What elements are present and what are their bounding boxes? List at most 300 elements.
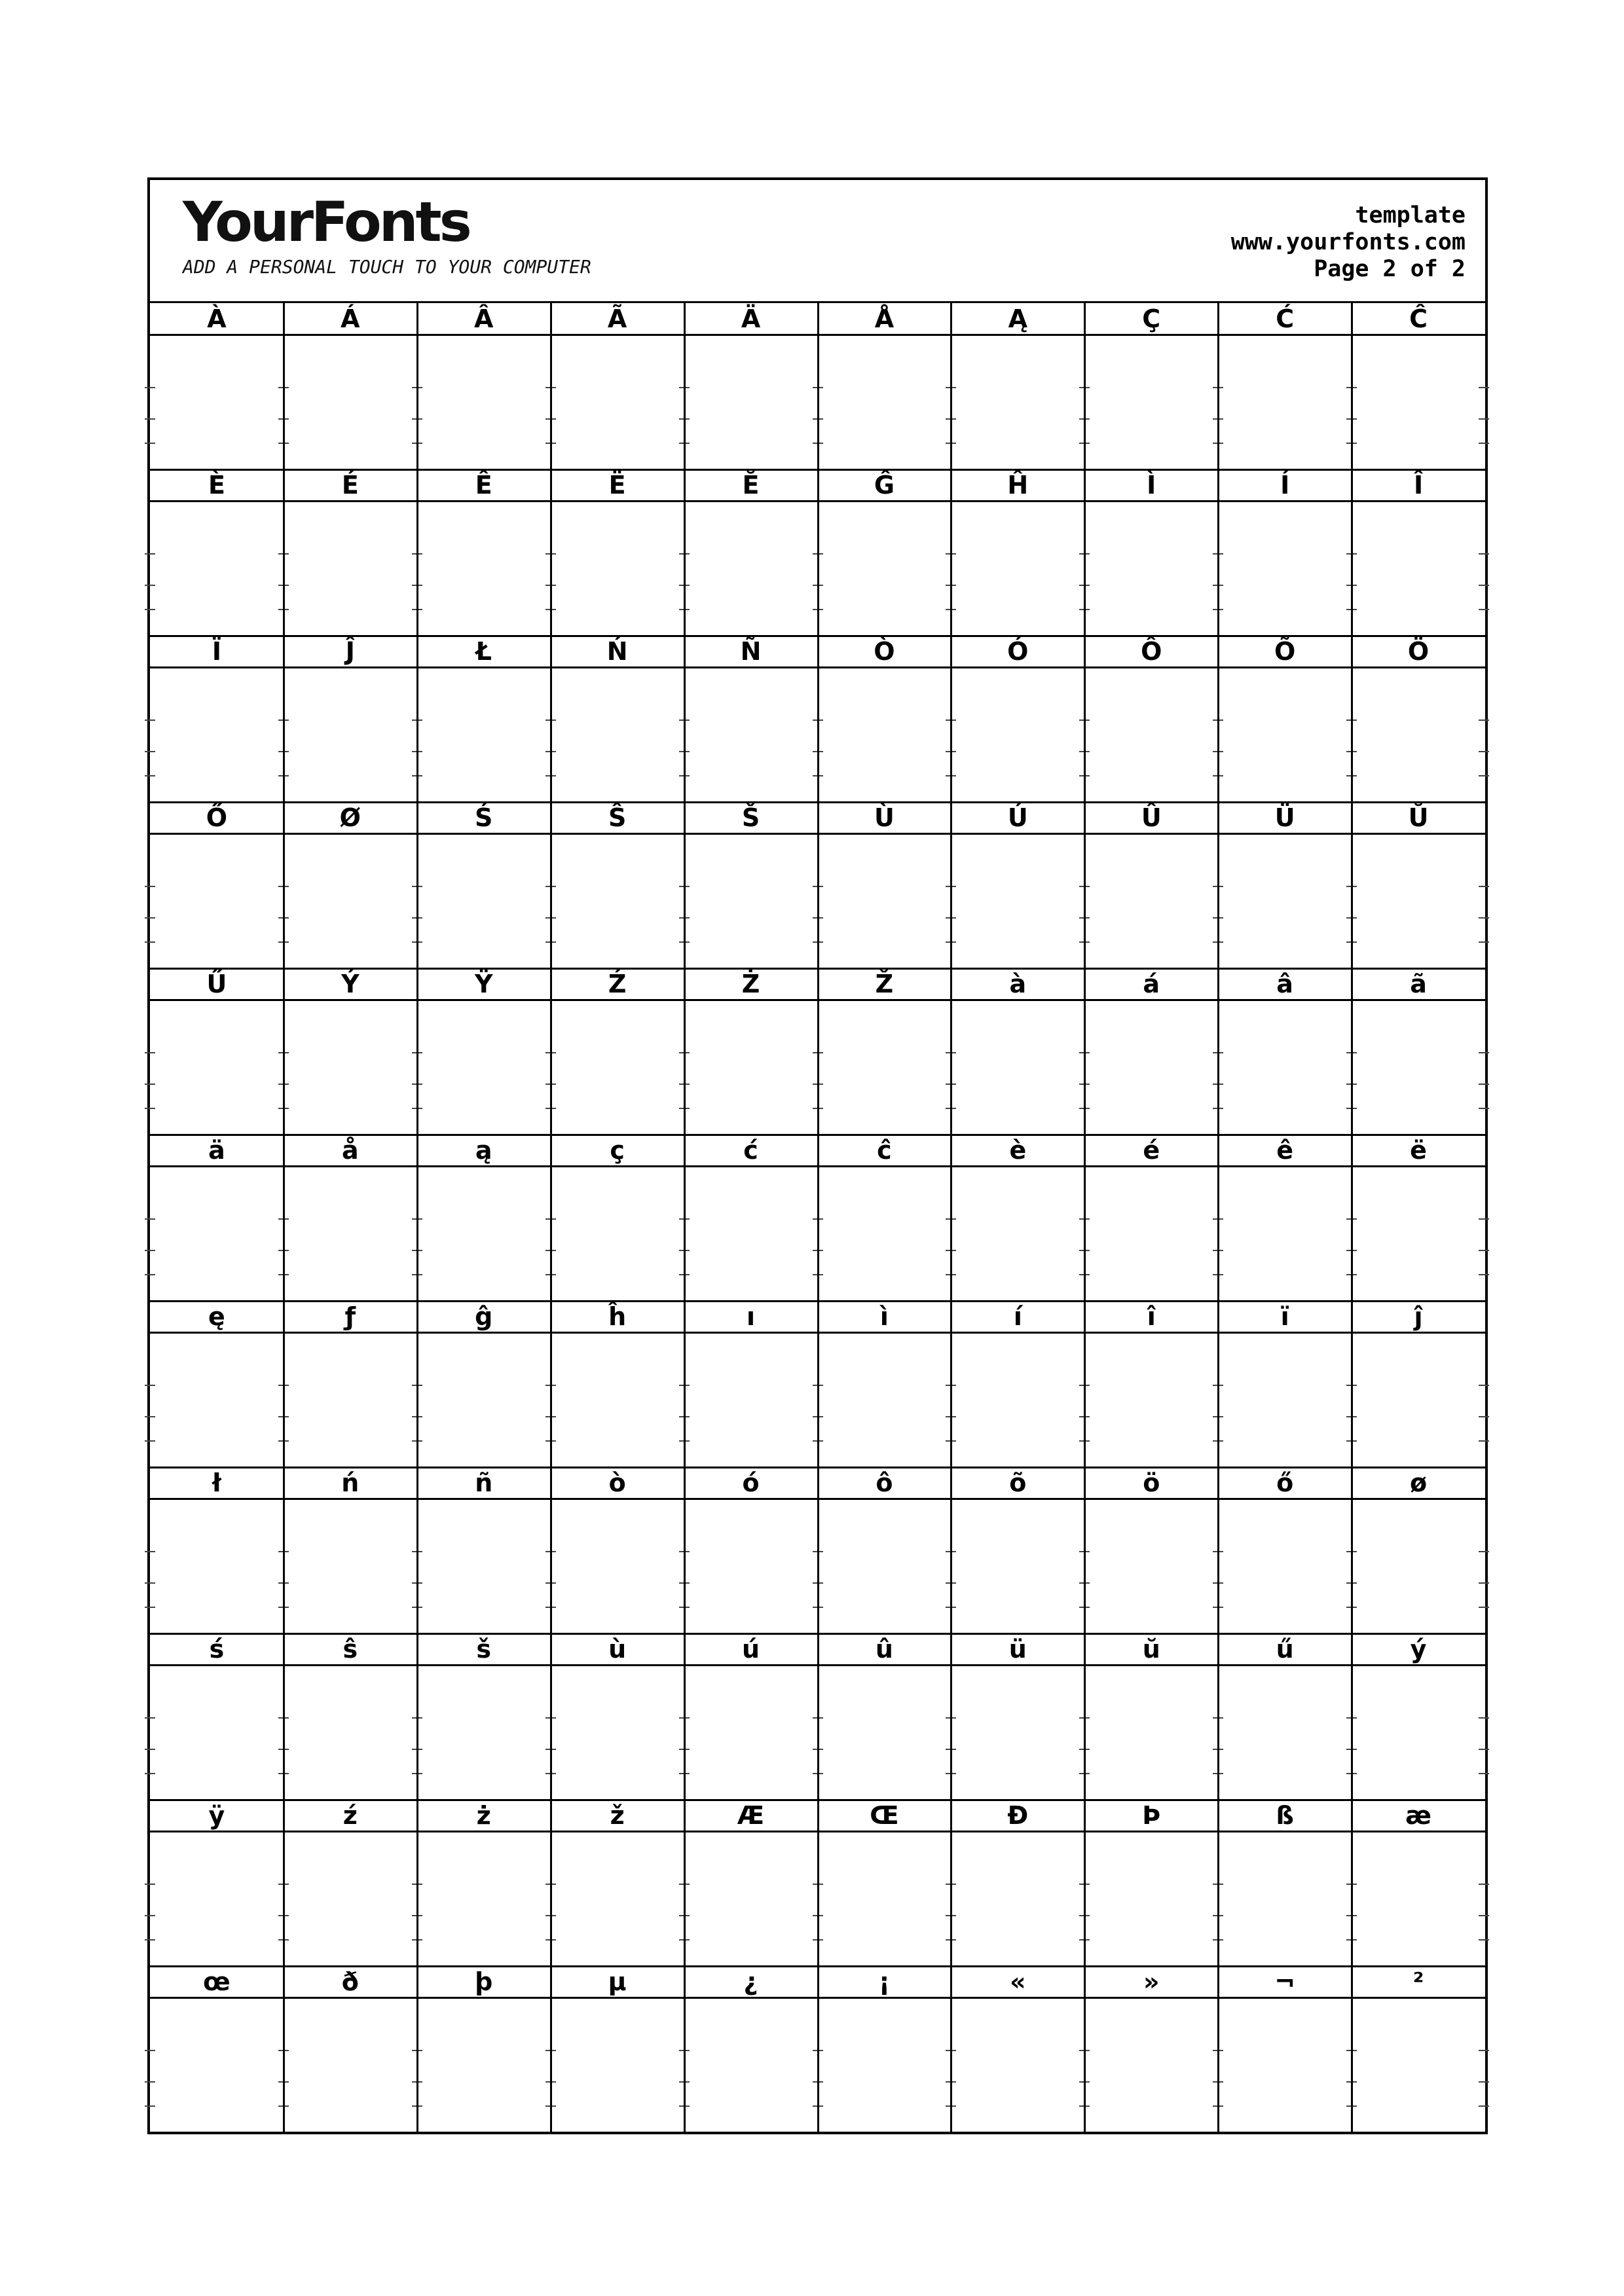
glyph-label: ì: [818, 1301, 951, 1334]
guide-tick: [145, 1915, 155, 1916]
glyph-cell[interactable]: [818, 1301, 951, 1467]
glyph-cell[interactable]: [551, 1135, 684, 1301]
glyph-label: ő: [1218, 1467, 1352, 1500]
guide-tick: [1479, 1385, 1489, 1386]
glyph-cell[interactable]: [1352, 1467, 1485, 1633]
guide-tick: [145, 2081, 155, 2083]
glyph-label: œ: [150, 1966, 284, 1999]
glyph-cell[interactable]: [1084, 1633, 1218, 1800]
glyph-cell[interactable]: [1218, 1467, 1352, 1633]
glyph-label: «: [951, 1966, 1084, 1999]
glyph-cell[interactable]: [1218, 1301, 1352, 1467]
glyph-cell[interactable]: [951, 1633, 1084, 1800]
glyph-cell[interactable]: [951, 1301, 1084, 1467]
guide-tick: [1479, 1884, 1489, 1885]
glyph-label: Ô: [1084, 636, 1218, 668]
glyph-label: ĝ: [417, 1301, 551, 1334]
glyph-cell[interactable]: [150, 968, 284, 1135]
glyph-label: û: [818, 1633, 951, 1666]
glyph-cell[interactable]: [417, 1800, 551, 1966]
glyph-label: È: [150, 469, 284, 502]
glyph-label: ò: [551, 1467, 684, 1500]
glyph-cell[interactable]: [1218, 1800, 1352, 1966]
glyph-label: Đ: [951, 1800, 1084, 1832]
glyph-cell[interactable]: [150, 1301, 284, 1467]
glyph-cell[interactable]: [951, 469, 1084, 636]
glyph-label: â: [1218, 968, 1352, 1001]
glyph-cell[interactable]: [818, 1966, 951, 2132]
guide-tick: [1479, 1274, 1489, 1275]
guide-tick: [145, 609, 155, 610]
glyph-cell[interactable]: [951, 636, 1084, 802]
glyph-label: Ś: [417, 802, 551, 835]
glyph-cell[interactable]: [150, 1467, 284, 1633]
glyph-label: Ø: [284, 802, 417, 835]
glyph-label: þ: [417, 1966, 551, 1999]
glyph-cell[interactable]: [150, 802, 284, 968]
guide-tick: [1479, 1084, 1489, 1085]
glyph-label: Ű: [150, 968, 284, 1001]
glyph-label: î: [1084, 1301, 1218, 1334]
glyph-cell[interactable]: [1084, 802, 1218, 968]
glyph-cell[interactable]: [951, 802, 1084, 968]
glyph-cell[interactable]: [417, 1966, 551, 2132]
glyph-cell[interactable]: [1218, 802, 1352, 968]
glyph-label: ż: [417, 1800, 551, 1832]
glyph-label: ƒ: [284, 1301, 417, 1334]
glyph-label: Ŭ: [1352, 802, 1485, 835]
guide-tick: [1479, 609, 1489, 610]
guide-tick: [145, 553, 155, 555]
guide-tick: [1479, 1717, 1489, 1719]
glyph-cell[interactable]: [951, 303, 1084, 469]
glyph-label: Œ: [818, 1800, 951, 1832]
glyph-label: Þ: [1084, 1800, 1218, 1832]
glyph-cell[interactable]: [551, 1966, 684, 2132]
glyph-cell[interactable]: [818, 968, 951, 1135]
glyph-cell[interactable]: [551, 968, 684, 1135]
glyph-cell[interactable]: [150, 636, 284, 802]
guide-tick: [1479, 1915, 1489, 1916]
glyph-cell[interactable]: [818, 1135, 951, 1301]
glyph-label: Ï: [150, 636, 284, 668]
glyph-cell[interactable]: [284, 1800, 417, 1966]
glyph-cell[interactable]: [284, 1135, 417, 1301]
glyph-cell[interactable]: [818, 1800, 951, 1966]
glyph-label: Ń: [551, 636, 684, 668]
glyph-label: Ž: [818, 968, 951, 1001]
guide-tick: [1479, 418, 1489, 420]
column-divider: [950, 303, 952, 2132]
glyph-cell[interactable]: [684, 1633, 818, 1800]
column-divider: [684, 303, 686, 2132]
glyph-label: Ź: [551, 968, 684, 1001]
glyph-label: Ì: [1084, 469, 1218, 502]
guide-tick: [145, 2050, 155, 2051]
guide-tick: [145, 720, 155, 721]
guide-tick: [145, 585, 155, 586]
glyph-cell[interactable]: [1352, 1966, 1485, 2132]
glyph-label: Õ: [1218, 636, 1352, 668]
glyph-label: à: [951, 968, 1084, 1001]
glyph-label: æ: [1352, 1800, 1485, 1832]
guide-tick: [1479, 387, 1489, 388]
glyph-cell[interactable]: [150, 303, 284, 469]
guide-tick: [145, 1939, 155, 1941]
sheet-header: [150, 180, 1485, 303]
guide-tick: [1479, 1773, 1489, 1774]
guide-tick: [1479, 2050, 1489, 2051]
guide-tick: [145, 1773, 155, 1774]
glyph-label: ²: [1352, 1966, 1485, 1999]
glyph-label: À: [150, 303, 284, 336]
glyph-label: ž: [551, 1800, 684, 1832]
glyph-cell[interactable]: [417, 636, 551, 802]
glyph-label: á: [1084, 968, 1218, 1001]
glyph-cell[interactable]: [818, 802, 951, 968]
guide-tick: [145, 1385, 155, 1386]
guide-tick: [145, 775, 155, 776]
glyph-label: Î: [1352, 469, 1485, 502]
glyph-cell[interactable]: [684, 968, 818, 1135]
guide-tick: [1479, 720, 1489, 721]
glyph-label: ŝ: [284, 1633, 417, 1666]
glyph-label: Æ: [684, 1800, 818, 1832]
guide-tick: [1479, 1250, 1489, 1251]
glyph-label: ü: [951, 1633, 1084, 1666]
glyph-cell[interactable]: [417, 1135, 551, 1301]
glyph-cell[interactable]: [684, 802, 818, 968]
glyph-label: ű: [1218, 1633, 1352, 1666]
column-divider: [1084, 303, 1086, 2132]
glyph-cell[interactable]: [951, 1135, 1084, 1301]
glyph-cell[interactable]: [1352, 968, 1485, 1135]
glyph-label: Ö: [1352, 636, 1485, 668]
glyph-cell[interactable]: [1352, 1301, 1485, 1467]
glyph-label: Û: [1084, 802, 1218, 835]
glyph-label: ¡: [818, 1966, 951, 1999]
glyph-cell[interactable]: [1352, 303, 1485, 469]
yourfonts-logo: YourFonts: [183, 190, 470, 254]
guide-tick: [1479, 1551, 1489, 1552]
glyph-cell[interactable]: [417, 802, 551, 968]
glyph-label: ù: [551, 1633, 684, 1666]
glyph-label: Ç: [1084, 303, 1218, 336]
column-divider: [283, 303, 285, 2132]
glyph-cell[interactable]: [818, 1467, 951, 1633]
glyph-cell[interactable]: [818, 636, 951, 802]
glyph-cell[interactable]: [551, 1800, 684, 1966]
glyph-cell[interactable]: [1084, 968, 1218, 1135]
guide-tick: [145, 1416, 155, 1417]
glyph-cell[interactable]: [818, 1633, 951, 1800]
glyph-cell[interactable]: [417, 469, 551, 636]
glyph-cell[interactable]: [150, 1135, 284, 1301]
glyph-label: ç: [551, 1135, 684, 1167]
glyph-label: Â: [417, 303, 551, 336]
glyph-label: ö: [1084, 1467, 1218, 1500]
glyph-label: Ĉ: [1352, 303, 1485, 336]
glyph-cell[interactable]: [1084, 469, 1218, 636]
glyph-cell[interactable]: [684, 303, 818, 469]
glyph-cell[interactable]: [684, 1301, 818, 1467]
glyph-cell[interactable]: [417, 968, 551, 1135]
glyph-cell[interactable]: [1352, 1135, 1485, 1301]
guide-tick: [145, 1582, 155, 1584]
glyph-label: Ő: [150, 802, 284, 835]
glyph-cell[interactable]: [951, 1800, 1084, 1966]
glyph-label: ø: [1352, 1467, 1485, 1500]
column-divider: [416, 303, 418, 2132]
glyph-cell[interactable]: [551, 1301, 684, 1467]
guide-tick: [1479, 2105, 1489, 2107]
glyph-label: ñ: [417, 1467, 551, 1500]
glyph-cell[interactable]: [284, 469, 417, 636]
glyph-label: »: [1084, 1966, 1218, 1999]
glyph-label: š: [417, 1633, 551, 1666]
glyph-label: Ż: [684, 968, 818, 1001]
glyph-cell[interactable]: [1218, 1135, 1352, 1301]
guide-tick: [1479, 1749, 1489, 1750]
guide-tick: [145, 1084, 155, 1085]
glyph-cell[interactable]: [551, 802, 684, 968]
glyph-label: õ: [951, 1467, 1084, 1500]
glyph-label: ź: [284, 1800, 417, 1832]
glyph-cell[interactable]: [417, 1633, 551, 1800]
glyph-label: ł: [150, 1467, 284, 1500]
glyph-label: Í: [1218, 469, 1352, 502]
glyph-cell[interactable]: [1352, 636, 1485, 802]
guide-tick: [145, 1717, 155, 1719]
glyph-cell[interactable]: [684, 1800, 818, 1966]
glyph-label: Ÿ: [417, 968, 551, 1001]
guide-tick: [1479, 1939, 1489, 1941]
glyph-label: ú: [684, 1633, 818, 1666]
glyph-label: Á: [284, 303, 417, 336]
guide-tick: [145, 1884, 155, 1885]
glyph-label: å: [284, 1135, 417, 1167]
glyph-cell[interactable]: [551, 303, 684, 469]
glyph-label: ı: [684, 1301, 818, 1334]
guide-tick: [1479, 1218, 1489, 1220]
glyph-label: Å: [818, 303, 951, 336]
glyph-label: í: [951, 1301, 1084, 1334]
logo-tagline: ADD A PERSONAL TOUCH TO YOUR COMPUTER: [183, 256, 591, 278]
guide-tick: [1479, 941, 1489, 943]
guide-tick: [1479, 443, 1489, 444]
glyph-cell[interactable]: [284, 1301, 417, 1467]
guide-tick: [145, 1749, 155, 1750]
glyph-cell[interactable]: [284, 303, 417, 469]
glyph-label: ï: [1218, 1301, 1352, 1334]
glyph-cell[interactable]: [1352, 1800, 1485, 1966]
glyph-cell[interactable]: [1218, 1966, 1352, 2132]
glyph-cell[interactable]: [684, 1966, 818, 2132]
column-divider: [817, 303, 819, 2132]
glyph-cell[interactable]: [1218, 1633, 1352, 1800]
glyph-label: ś: [150, 1633, 284, 1666]
column-divider: [1217, 303, 1219, 2132]
glyph-cell[interactable]: [951, 1966, 1084, 2132]
glyph-cell[interactable]: [284, 1966, 417, 2132]
glyph-label: Ë: [551, 469, 684, 502]
glyph-label: Ĕ: [684, 469, 818, 502]
template-label: template: [1355, 202, 1466, 228]
glyph-label: ë: [1352, 1135, 1485, 1167]
glyph-label: ã: [1352, 968, 1485, 1001]
glyph-label: ä: [150, 1135, 284, 1167]
column-divider: [550, 303, 552, 2132]
glyph-label: ń: [284, 1467, 417, 1500]
guide-tick: [1479, 751, 1489, 752]
glyph-label: Š: [684, 802, 818, 835]
website-url: www.yourfonts.com: [1230, 229, 1466, 255]
guide-tick: [145, 1274, 155, 1275]
glyph-cell[interactable]: [1084, 1135, 1218, 1301]
glyph-cell[interactable]: [551, 1467, 684, 1633]
glyph-cell[interactable]: [284, 636, 417, 802]
glyph-cell[interactable]: [818, 469, 951, 636]
glyph-cell[interactable]: [551, 1633, 684, 1800]
glyph-cell[interactable]: [1218, 303, 1352, 469]
guide-tick: [1479, 886, 1489, 887]
guide-tick: [145, 418, 155, 420]
guide-tick: [1479, 1440, 1489, 1442]
glyph-label: ŭ: [1084, 1633, 1218, 1666]
glyph-label: Ú: [951, 802, 1084, 835]
glyph-cell[interactable]: [1352, 802, 1485, 968]
guide-tick: [145, 1440, 155, 1442]
column-divider: [1351, 303, 1353, 2132]
template-sheet: [147, 177, 1488, 2134]
guide-tick: [1479, 1582, 1489, 1584]
glyph-cell[interactable]: [417, 1467, 551, 1633]
glyph-label: Ĥ: [951, 469, 1084, 502]
glyph-label: Ý: [284, 968, 417, 1001]
glyph-cell[interactable]: [150, 469, 284, 636]
guide-tick: [145, 1250, 155, 1251]
glyph-label: Ä: [684, 303, 818, 336]
glyph-label: Ù: [818, 802, 951, 835]
glyph-cell[interactable]: [150, 1800, 284, 1966]
glyph-label: ê: [1218, 1135, 1352, 1167]
guide-tick: [1479, 2081, 1489, 2083]
glyph-label: Ĝ: [818, 469, 951, 502]
guide-tick: [145, 387, 155, 388]
glyph-label: ¿: [684, 1966, 818, 1999]
glyph-label: Ã: [551, 303, 684, 336]
glyph-cell[interactable]: [1218, 469, 1352, 636]
glyph-label: Ĵ: [284, 636, 417, 668]
template-info: [1231, 202, 1466, 283]
glyph-label: ć: [684, 1135, 818, 1167]
glyph-label: ĵ: [1352, 1301, 1485, 1334]
glyph-label: ę: [150, 1301, 284, 1334]
glyph-label: é: [1084, 1135, 1218, 1167]
glyph-cell[interactable]: [1084, 1966, 1218, 2132]
glyph-label: Ć: [1218, 303, 1352, 336]
glyph-cell[interactable]: [417, 1301, 551, 1467]
glyph-cell[interactable]: [951, 968, 1084, 1135]
glyph-label: ý: [1352, 1633, 1485, 1666]
glyph-cell[interactable]: [1218, 636, 1352, 802]
glyph-cell[interactable]: [551, 636, 684, 802]
glyph-label: Ü: [1218, 802, 1352, 835]
glyph-cell[interactable]: [684, 636, 818, 802]
glyph-cell[interactable]: [284, 802, 417, 968]
glyph-cell[interactable]: [1084, 303, 1218, 469]
glyph-cell[interactable]: [684, 1135, 818, 1301]
glyph-cell[interactable]: [684, 469, 818, 636]
glyph-cell[interactable]: [150, 1966, 284, 2132]
glyph-cell[interactable]: [1352, 1633, 1485, 1800]
glyph-label: ð: [284, 1966, 417, 1999]
glyph-cell[interactable]: [284, 968, 417, 1135]
glyph-cell[interactable]: [284, 1633, 417, 1800]
glyph-label: ó: [684, 1467, 818, 1500]
glyph-label: É: [284, 469, 417, 502]
guide-tick: [1479, 1416, 1489, 1417]
guide-tick: [1479, 553, 1489, 555]
glyph-label: Ê: [417, 469, 551, 502]
glyph-label: Ą: [951, 303, 1084, 336]
glyph-label: ĥ: [551, 1301, 684, 1334]
glyph-cell[interactable]: [1084, 1301, 1218, 1467]
glyph-label: Ŝ: [551, 802, 684, 835]
glyph-label: ÿ: [150, 1800, 284, 1832]
guide-tick: [145, 917, 155, 919]
glyph-cell[interactable]: [1352, 469, 1485, 636]
glyph-cell[interactable]: [417, 303, 551, 469]
page-number: Page 2 of 2: [1314, 256, 1466, 282]
guide-tick: [145, 886, 155, 887]
glyph-cell[interactable]: [1218, 968, 1352, 1135]
glyph-label: Ó: [951, 636, 1084, 668]
guide-tick: [1479, 585, 1489, 586]
glyph-label: ô: [818, 1467, 951, 1500]
guide-tick: [1479, 1052, 1489, 1053]
glyph-cell[interactable]: [1084, 1800, 1218, 1966]
guide-tick: [145, 1108, 155, 1109]
glyph-label: ß: [1218, 1800, 1352, 1832]
guide-tick: [145, 1218, 155, 1220]
glyph-cell[interactable]: [551, 469, 684, 636]
glyph-label: µ: [551, 1966, 684, 1999]
guide-tick: [145, 1607, 155, 1608]
guide-tick: [145, 2105, 155, 2107]
guide-tick: [145, 751, 155, 752]
glyph-label: ¬: [1218, 1966, 1352, 1999]
guide-tick: [145, 443, 155, 444]
glyph-cell[interactable]: [1084, 1467, 1218, 1633]
glyph-cell[interactable]: [951, 1467, 1084, 1633]
guide-tick: [145, 1052, 155, 1053]
glyph-cell[interactable]: [684, 1467, 818, 1633]
glyph-label: Ò: [818, 636, 951, 668]
glyph-cell[interactable]: [1084, 636, 1218, 802]
guide-tick: [1479, 917, 1489, 919]
glyph-label: ą: [417, 1135, 551, 1167]
guide-tick: [145, 1551, 155, 1552]
glyph-label: Ł: [417, 636, 551, 668]
glyph-label: è: [951, 1135, 1084, 1167]
glyph-cell[interactable]: [284, 1467, 417, 1633]
guide-tick: [1479, 775, 1489, 776]
glyph-label: Ñ: [684, 636, 818, 668]
glyph-cell[interactable]: [150, 1633, 284, 1800]
glyph-cell[interactable]: [818, 303, 951, 469]
guide-tick: [1479, 1607, 1489, 1608]
